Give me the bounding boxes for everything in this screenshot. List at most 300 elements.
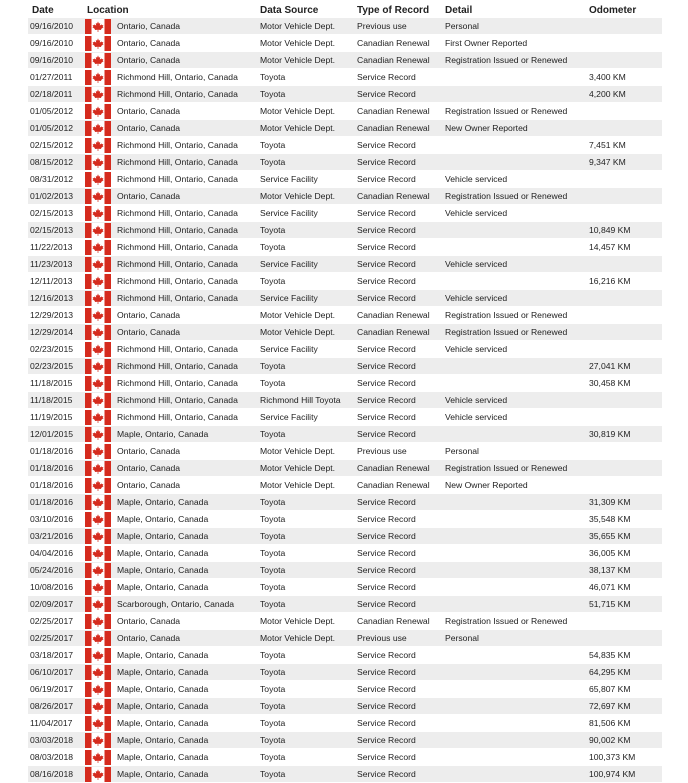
- cell-detail: [441, 511, 585, 528]
- cell-location: [83, 681, 256, 698]
- cell-type-of-record: Service Record: [353, 205, 441, 222]
- canada-flag-icon: [85, 223, 111, 238]
- cell-detail: Vehicle serviced: [441, 205, 585, 222]
- cell-detail: [441, 137, 585, 154]
- location-text: Maple, Ontario, Canada: [117, 582, 209, 592]
- cell-odometer: [585, 18, 662, 35]
- cell-date: 02/25/2017: [28, 630, 83, 647]
- cell-odometer: 35,655 KM: [585, 528, 662, 545]
- canada-flag-icon: [85, 274, 111, 289]
- table-row: [28, 545, 662, 562]
- location-text: Richmond Hill, Ontario, Canada: [117, 395, 238, 405]
- cell-odometer: [585, 35, 662, 52]
- table-row: [28, 392, 662, 409]
- cell-location: [83, 766, 256, 783]
- cell-data-source: Service Facility: [256, 171, 353, 188]
- cell-data-source: Toyota: [256, 528, 353, 545]
- cell-data-source: Service Facility: [256, 290, 353, 307]
- canada-flag-icon: [85, 444, 111, 459]
- cell-location: [83, 613, 256, 630]
- table-row: [28, 188, 662, 205]
- cell-location: [83, 698, 256, 715]
- canada-flag-icon: [85, 614, 111, 629]
- cell-detail: Vehicle serviced: [441, 171, 585, 188]
- cell-type-of-record: Canadian Renewal: [353, 477, 441, 494]
- location-text: Maple, Ontario, Canada: [117, 718, 209, 728]
- cell-detail: Vehicle serviced: [441, 392, 585, 409]
- cell-location: [83, 732, 256, 749]
- cell-data-source: Motor Vehicle Dept.: [256, 307, 353, 324]
- cell-location: [83, 545, 256, 562]
- cell-detail: First Owner Reported: [441, 35, 585, 52]
- location-text: Maple, Ontario, Canada: [117, 514, 209, 524]
- cell-location: [83, 511, 256, 528]
- cell-detail: [441, 664, 585, 681]
- header-location: Location: [87, 5, 129, 16]
- cell-date: 01/05/2012: [28, 120, 83, 137]
- cell-detail: Vehicle serviced: [441, 341, 585, 358]
- cell-location: [83, 188, 256, 205]
- table-row: [28, 69, 662, 86]
- cell-type-of-record: Service Record: [353, 341, 441, 358]
- cell-type-of-record: Service Record: [353, 596, 441, 613]
- cell-date: 08/03/2018: [28, 749, 83, 766]
- cell-type-of-record: Service Record: [353, 681, 441, 698]
- cell-date: 05/24/2016: [28, 562, 83, 579]
- table-row: [28, 613, 662, 630]
- cell-data-source: Toyota: [256, 154, 353, 171]
- cell-detail: [441, 375, 585, 392]
- header-detail: Detail: [445, 5, 473, 16]
- cell-date: 11/18/2015: [28, 375, 83, 392]
- table-row: [28, 664, 662, 681]
- location-text: Maple, Ontario, Canada: [117, 667, 209, 677]
- canada-flag-icon: [85, 716, 111, 731]
- table-row: [28, 596, 662, 613]
- cell-odometer: 36,005 KM: [585, 545, 662, 562]
- cell-date: 11/18/2015: [28, 392, 83, 409]
- cell-data-source: Service Facility: [256, 409, 353, 426]
- table-body: [28, 18, 662, 783]
- table-row: [28, 562, 662, 579]
- cell-type-of-record: Service Record: [353, 579, 441, 596]
- cell-odometer: 30,458 KM: [585, 375, 662, 392]
- location-text: Richmond Hill, Ontario, Canada: [117, 276, 238, 286]
- cell-date: 11/22/2013: [28, 239, 83, 256]
- cell-odometer: 90,002 KM: [585, 732, 662, 749]
- table-row: [28, 460, 662, 477]
- cell-type-of-record: Previous use: [353, 630, 441, 647]
- canada-flag-icon: [85, 665, 111, 680]
- cell-odometer: 100,974 KM: [585, 766, 662, 783]
- location-text: Maple, Ontario, Canada: [117, 429, 209, 439]
- cell-location: [83, 477, 256, 494]
- cell-date: 01/18/2016: [28, 494, 83, 511]
- cell-type-of-record: Canadian Renewal: [353, 103, 441, 120]
- cell-location: [83, 460, 256, 477]
- cell-type-of-record: Service Record: [353, 494, 441, 511]
- cell-odometer: [585, 630, 662, 647]
- table-row: [28, 120, 662, 137]
- cell-location: [83, 52, 256, 69]
- cell-location: [83, 222, 256, 239]
- cell-odometer: [585, 477, 662, 494]
- canada-flag-icon: [85, 410, 111, 425]
- cell-detail: New Owner Reported: [441, 120, 585, 137]
- canada-flag-icon: [85, 87, 111, 102]
- canada-flag-icon: [85, 291, 111, 306]
- cell-type-of-record: Service Record: [353, 69, 441, 86]
- cell-data-source: Toyota: [256, 766, 353, 783]
- table-row: [28, 375, 662, 392]
- canada-flag-icon: [85, 597, 111, 612]
- cell-type-of-record: Service Record: [353, 715, 441, 732]
- canada-flag-icon: [85, 19, 111, 34]
- cell-type-of-record: Service Record: [353, 698, 441, 715]
- cell-detail: Personal: [441, 443, 585, 460]
- canada-flag-icon: [85, 104, 111, 119]
- location-text: Scarborough, Ontario, Canada: [117, 599, 235, 609]
- cell-data-source: Toyota: [256, 273, 353, 290]
- cell-date: 08/31/2012: [28, 171, 83, 188]
- cell-date: 09/16/2010: [28, 35, 83, 52]
- cell-odometer: [585, 103, 662, 120]
- cell-odometer: [585, 409, 662, 426]
- location-text: Ontario, Canada: [117, 633, 181, 643]
- cell-type-of-record: Previous use: [353, 443, 441, 460]
- table-row: [28, 358, 662, 375]
- cell-location: [83, 307, 256, 324]
- cell-detail: [441, 749, 585, 766]
- canada-flag-icon: [85, 359, 111, 374]
- cell-location: [83, 392, 256, 409]
- cell-location: [83, 171, 256, 188]
- location-text: Richmond Hill, Ontario, Canada: [117, 259, 238, 269]
- cell-detail: [441, 562, 585, 579]
- table-row: [28, 698, 662, 715]
- canada-flag-icon: [85, 376, 111, 391]
- cell-type-of-record: Service Record: [353, 664, 441, 681]
- cell-type-of-record: Service Record: [353, 647, 441, 664]
- cell-date: 12/29/2014: [28, 324, 83, 341]
- cell-odometer: [585, 460, 662, 477]
- location-text: Richmond Hill, Ontario, Canada: [117, 344, 238, 354]
- table-row: [28, 341, 662, 358]
- canada-flag-icon: [85, 682, 111, 697]
- cell-detail: Registration Issued or Renewed: [441, 460, 585, 477]
- cell-odometer: [585, 256, 662, 273]
- cell-odometer: 46,071 KM: [585, 579, 662, 596]
- cell-location: [83, 239, 256, 256]
- cell-odometer: [585, 307, 662, 324]
- cell-date: 02/15/2013: [28, 205, 83, 222]
- cell-detail: Registration Issued or Renewed: [441, 307, 585, 324]
- cell-location: [83, 324, 256, 341]
- cell-data-source: Toyota: [256, 86, 353, 103]
- cell-location: [83, 18, 256, 35]
- cell-location: [83, 290, 256, 307]
- canada-flag-icon: [85, 53, 111, 68]
- cell-type-of-record: Service Record: [353, 562, 441, 579]
- cell-odometer: [585, 188, 662, 205]
- cell-date: 12/11/2013: [28, 273, 83, 290]
- table-row: [28, 18, 662, 35]
- cell-detail: Vehicle serviced: [441, 409, 585, 426]
- cell-odometer: 7,451 KM: [585, 137, 662, 154]
- cell-type-of-record: Canadian Renewal: [353, 52, 441, 69]
- cell-data-source: Service Facility: [256, 341, 353, 358]
- cell-date: 06/19/2017: [28, 681, 83, 698]
- table-row: [28, 766, 662, 783]
- table-row: [28, 239, 662, 256]
- cell-detail: [441, 698, 585, 715]
- cell-detail: [441, 154, 585, 171]
- table-row: [28, 494, 662, 511]
- table-row: [28, 681, 662, 698]
- canada-flag-icon: [85, 257, 111, 272]
- location-text: Ontario, Canada: [117, 191, 181, 201]
- location-text: Maple, Ontario, Canada: [117, 497, 209, 507]
- cell-date: 02/18/2011: [28, 86, 83, 103]
- table-row: [28, 103, 662, 120]
- cell-date: 08/15/2012: [28, 154, 83, 171]
- location-text: Ontario, Canada: [117, 21, 181, 31]
- cell-location: [83, 528, 256, 545]
- cell-date: 02/25/2017: [28, 613, 83, 630]
- location-text: Maple, Ontario, Canada: [117, 548, 209, 558]
- cell-data-source: Toyota: [256, 579, 353, 596]
- canada-flag-icon: [85, 172, 111, 187]
- cell-odometer: [585, 120, 662, 137]
- cell-location: [83, 749, 256, 766]
- location-text: Ontario, Canada: [117, 463, 181, 473]
- table-row: [28, 579, 662, 596]
- cell-data-source: Toyota: [256, 715, 353, 732]
- cell-date: 11/23/2013: [28, 256, 83, 273]
- header-date: Date: [32, 5, 54, 16]
- cell-type-of-record: Canadian Renewal: [353, 307, 441, 324]
- cell-type-of-record: Service Record: [353, 239, 441, 256]
- header-odometer: Odometer: [589, 5, 637, 16]
- cell-data-source: Toyota: [256, 749, 353, 766]
- cell-odometer: 54,835 KM: [585, 647, 662, 664]
- cell-data-source: Motor Vehicle Dept.: [256, 35, 353, 52]
- cell-data-source: Toyota: [256, 647, 353, 664]
- cell-odometer: [585, 52, 662, 69]
- cell-date: 12/29/2013: [28, 307, 83, 324]
- cell-detail: [441, 528, 585, 545]
- cell-data-source: Service Facility: [256, 256, 353, 273]
- cell-date: 03/21/2016: [28, 528, 83, 545]
- canada-flag-icon: [85, 767, 111, 782]
- cell-odometer: 100,373 KM: [585, 749, 662, 766]
- cell-odometer: [585, 290, 662, 307]
- cell-date: 03/18/2017: [28, 647, 83, 664]
- cell-date: 12/01/2015: [28, 426, 83, 443]
- cell-detail: [441, 579, 585, 596]
- cell-date: 08/16/2018: [28, 766, 83, 783]
- cell-type-of-record: Canadian Renewal: [353, 460, 441, 477]
- table-row: [28, 52, 662, 69]
- cell-date: 06/10/2017: [28, 664, 83, 681]
- cell-detail: Registration Issued or Renewed: [441, 613, 585, 630]
- cell-type-of-record: Service Record: [353, 528, 441, 545]
- canada-flag-icon: [85, 478, 111, 493]
- canada-flag-icon: [85, 138, 111, 153]
- cell-type-of-record: Service Record: [353, 171, 441, 188]
- location-text: Ontario, Canada: [117, 55, 181, 65]
- cell-type-of-record: Service Record: [353, 409, 441, 426]
- cell-data-source: Motor Vehicle Dept.: [256, 477, 353, 494]
- cell-detail: [441, 69, 585, 86]
- cell-detail: [441, 239, 585, 256]
- location-text: Richmond Hill, Ontario, Canada: [117, 225, 238, 235]
- table-row: [28, 222, 662, 239]
- history-table: [28, 3, 662, 783]
- cell-data-source: Toyota: [256, 698, 353, 715]
- cell-location: [83, 596, 256, 613]
- cell-data-source: Toyota: [256, 426, 353, 443]
- canada-flag-icon: [85, 342, 111, 357]
- cell-data-source: Toyota: [256, 69, 353, 86]
- cell-type-of-record: Service Record: [353, 766, 441, 783]
- location-text: Ontario, Canada: [117, 327, 181, 337]
- cell-date: 09/16/2010: [28, 18, 83, 35]
- cell-data-source: Motor Vehicle Dept.: [256, 443, 353, 460]
- cell-odometer: 64,295 KM: [585, 664, 662, 681]
- canada-flag-icon: [85, 563, 111, 578]
- cell-type-of-record: Canadian Renewal: [353, 35, 441, 52]
- cell-odometer: 81,506 KM: [585, 715, 662, 732]
- cell-type-of-record: Service Record: [353, 137, 441, 154]
- table-row: [28, 511, 662, 528]
- table-row: [28, 273, 662, 290]
- canada-flag-icon: [85, 699, 111, 714]
- cell-type-of-record: Service Record: [353, 273, 441, 290]
- cell-data-source: Toyota: [256, 511, 353, 528]
- cell-detail: Registration Issued or Renewed: [441, 324, 585, 341]
- table-row: [28, 171, 662, 188]
- cell-location: [83, 375, 256, 392]
- canada-flag-icon: [85, 733, 111, 748]
- table-row: [28, 409, 662, 426]
- location-text: Richmond Hill, Ontario, Canada: [117, 378, 238, 388]
- cell-date: 02/23/2015: [28, 341, 83, 358]
- table-row: [28, 290, 662, 307]
- cell-data-source: Motor Vehicle Dept.: [256, 52, 353, 69]
- cell-date: 09/16/2010: [28, 52, 83, 69]
- cell-data-source: Toyota: [256, 732, 353, 749]
- cell-odometer: 35,548 KM: [585, 511, 662, 528]
- table-row: [28, 205, 662, 222]
- cell-location: [83, 562, 256, 579]
- cell-data-source: Toyota: [256, 222, 353, 239]
- cell-date: 01/18/2016: [28, 443, 83, 460]
- cell-odometer: 9,347 KM: [585, 154, 662, 171]
- canada-flag-icon: [85, 308, 111, 323]
- cell-location: [83, 579, 256, 596]
- cell-odometer: 27,041 KM: [585, 358, 662, 375]
- canada-flag-icon: [85, 36, 111, 51]
- table-row: [28, 86, 662, 103]
- cell-location: [83, 409, 256, 426]
- cell-type-of-record: Service Record: [353, 545, 441, 562]
- cell-location: [83, 103, 256, 120]
- cell-data-source: Service Facility: [256, 205, 353, 222]
- cell-location: [83, 341, 256, 358]
- canada-flag-icon: [85, 427, 111, 442]
- cell-detail: [441, 732, 585, 749]
- cell-odometer: 38,137 KM: [585, 562, 662, 579]
- cell-data-source: Motor Vehicle Dept.: [256, 460, 353, 477]
- table-row: [28, 443, 662, 460]
- cell-detail: Vehicle serviced: [441, 256, 585, 273]
- cell-odometer: 16,216 KM: [585, 273, 662, 290]
- location-text: Ontario, Canada: [117, 480, 181, 490]
- location-text: Ontario, Canada: [117, 38, 181, 48]
- table-row: [28, 715, 662, 732]
- table-row: [28, 630, 662, 647]
- cell-detail: [441, 494, 585, 511]
- cell-type-of-record: Canadian Renewal: [353, 188, 441, 205]
- cell-date: 12/16/2013: [28, 290, 83, 307]
- cell-type-of-record: Service Record: [353, 290, 441, 307]
- location-text: Richmond Hill, Ontario, Canada: [117, 174, 238, 184]
- cell-location: [83, 205, 256, 222]
- cell-location: [83, 273, 256, 290]
- cell-odometer: 65,807 KM: [585, 681, 662, 698]
- cell-location: [83, 35, 256, 52]
- location-text: Richmond Hill, Ontario, Canada: [117, 412, 238, 422]
- cell-detail: [441, 358, 585, 375]
- table-row: [28, 749, 662, 766]
- cell-detail: [441, 426, 585, 443]
- location-text: Richmond Hill, Ontario, Canada: [117, 208, 238, 218]
- cell-data-source: Motor Vehicle Dept.: [256, 18, 353, 35]
- cell-data-source: Toyota: [256, 596, 353, 613]
- cell-odometer: [585, 324, 662, 341]
- canada-flag-icon: [85, 648, 111, 663]
- cell-data-source: Toyota: [256, 494, 353, 511]
- location-text: Maple, Ontario, Canada: [117, 769, 209, 779]
- cell-type-of-record: Service Record: [353, 256, 441, 273]
- cell-data-source: Motor Vehicle Dept.: [256, 120, 353, 137]
- location-text: Richmond Hill, Ontario, Canada: [117, 242, 238, 252]
- location-text: Maple, Ontario, Canada: [117, 565, 209, 575]
- cell-detail: Registration Issued or Renewed: [441, 52, 585, 69]
- canada-flag-icon: [85, 121, 111, 136]
- cell-detail: [441, 715, 585, 732]
- cell-date: 02/09/2017: [28, 596, 83, 613]
- cell-odometer: 72,697 KM: [585, 698, 662, 715]
- cell-type-of-record: Service Record: [353, 222, 441, 239]
- cell-detail: [441, 222, 585, 239]
- cell-type-of-record: Service Record: [353, 86, 441, 103]
- cell-location: [83, 69, 256, 86]
- cell-date: 01/27/2011: [28, 69, 83, 86]
- cell-date: 08/26/2017: [28, 698, 83, 715]
- cell-data-source: Toyota: [256, 664, 353, 681]
- cell-type-of-record: Service Record: [353, 511, 441, 528]
- cell-date: 02/15/2012: [28, 137, 83, 154]
- cell-data-source: Toyota: [256, 358, 353, 375]
- cell-data-source: Motor Vehicle Dept.: [256, 613, 353, 630]
- canada-flag-icon: [85, 325, 111, 340]
- location-text: Richmond Hill, Ontario, Canada: [117, 157, 238, 167]
- cell-date: 01/05/2012: [28, 103, 83, 120]
- canada-flag-icon: [85, 393, 111, 408]
- cell-detail: [441, 596, 585, 613]
